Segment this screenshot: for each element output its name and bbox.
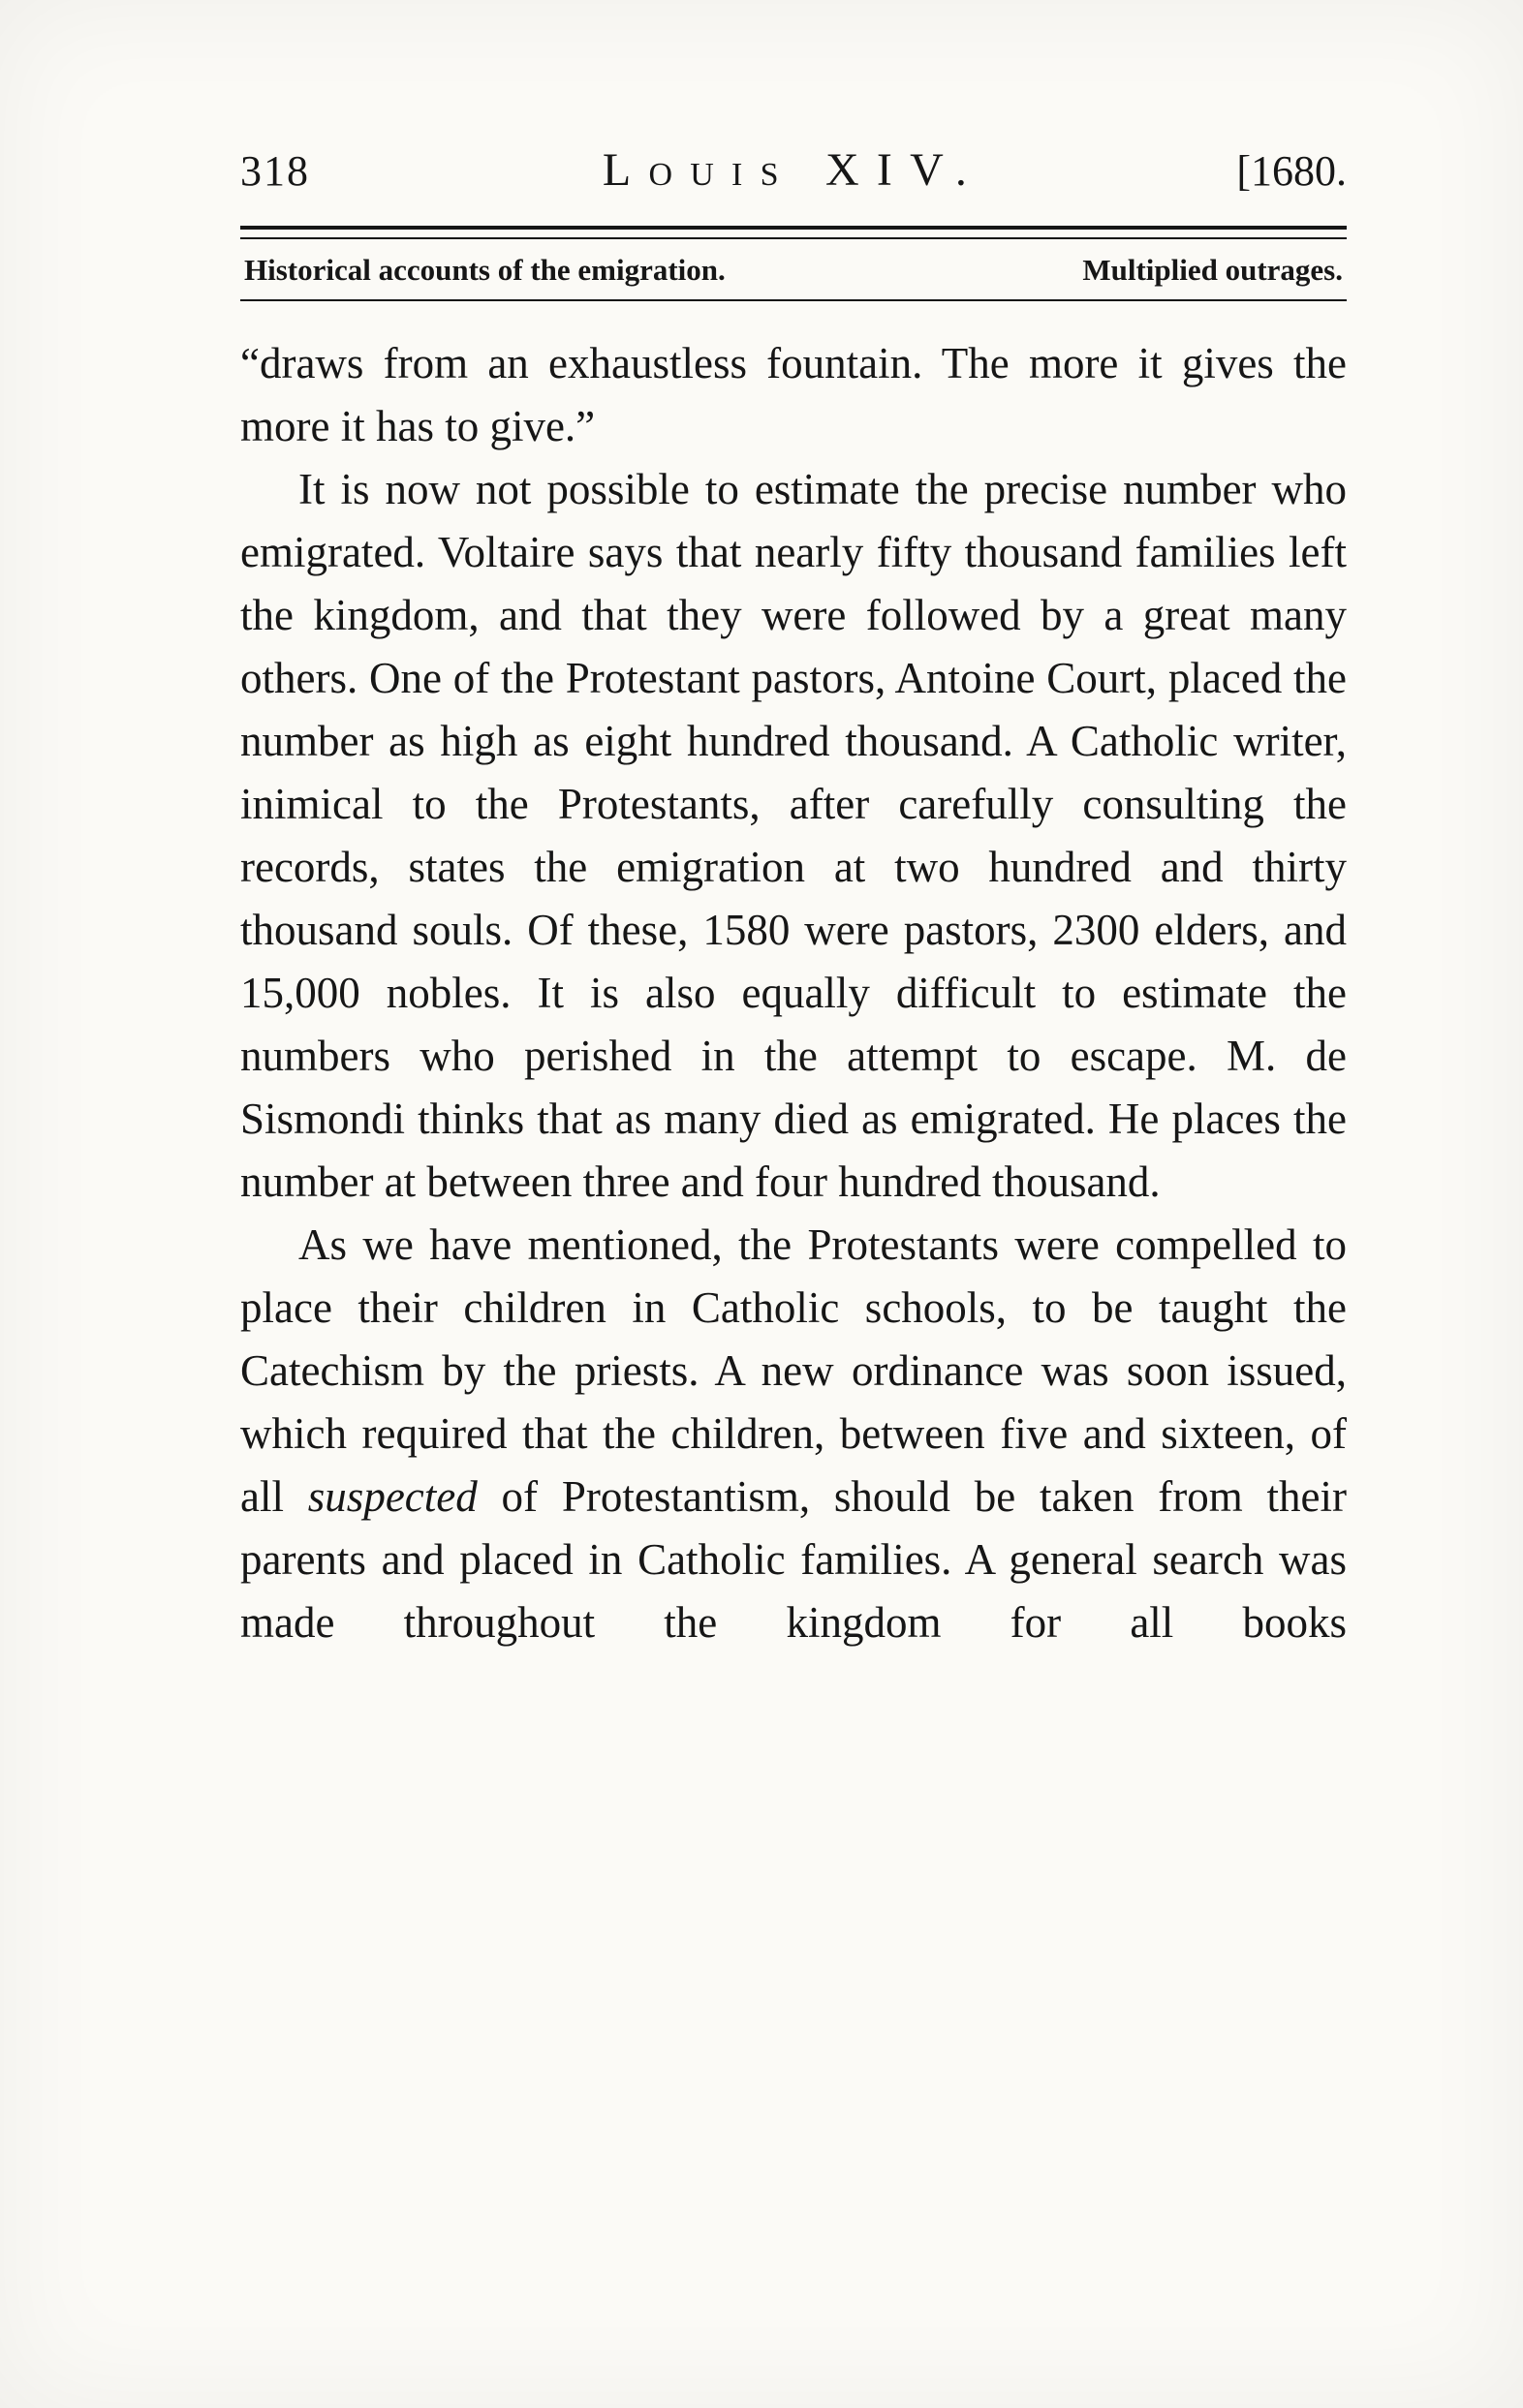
- paragraph-emigration-estimates: It is now not possible to estimate the precise number who emigrated. Voltaire says that nearly fifty thousand families left the kingdom, and that they were followed by a great many others. One of the Protestant pastors, Antoine Court, placed the number as high as eight hundred thousand. A Catholic writer, inimical to the Protestants, after carefully consulting the records, states the emigration at two hundred and thirty thousand souls. Of these, 1580 were pastors, 2300 elders, and 15,000 nobles. It is also equally difficult to estimate the numbers who perished in the attempt to escape. M. de Sismondi thinks that as many died as emigrated. He places the number at between three and four hundred thousand.: [240, 465, 1347, 1206]
- italic-word: suspected: [307, 1472, 478, 1521]
- single-rule: [240, 299, 1347, 301]
- running-head-right: Multiplied outrages.: [1082, 253, 1343, 287]
- page-number: 318: [240, 147, 310, 195]
- paragraph-text: As we have mentioned, the Protestants were compelled to place their children in Catholic schools, to be taught the Catechism by the priests. A new ordinance was soon issued, which required that the children, between five and sixteen, of all: [240, 1220, 1347, 1521]
- paragraph-catholic-schools: [240, 1214, 1347, 1654]
- double-rule: [240, 226, 1347, 239]
- running-heads: [240, 243, 1347, 299]
- year-marker: [1680.: [1236, 147, 1347, 195]
- paragraph-quote-continuation: “draws from an exhaustless fountain. The more it gives the more it has to give.”: [240, 339, 1347, 450]
- page-header: [240, 143, 1347, 197]
- running-head-left: Historical accounts of the emigration.: [244, 253, 726, 287]
- page-body: [240, 332, 1347, 1654]
- chapter-title: Louis XIV.: [602, 144, 985, 196]
- paragraph-text: of Protestantism, should be taken from their parents and placed in Catholic families. A general search was made throughout the kingdom for all books: [240, 1472, 1347, 1647]
